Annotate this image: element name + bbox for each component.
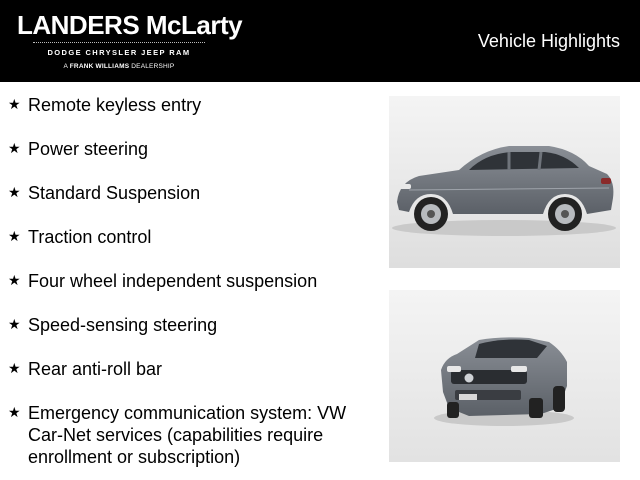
feature-text: Rear anti-roll bar (28, 359, 163, 379)
feature-item (8, 182, 368, 226)
star-icon: ★ (8, 404, 21, 420)
dealership-logo[interactable] (17, 10, 243, 72)
feature-item (8, 402, 368, 468)
page-title: Vehicle Highlights (477, 31, 620, 51)
logo-brands: DODGE CHRYSLER JEEP RAM (47, 48, 191, 57)
tagline-bold: FRANK WILLIAMS (69, 63, 130, 70)
feature-item (8, 226, 368, 270)
vehicle-photo-side[interactable] (389, 96, 620, 268)
logo-divider (33, 42, 205, 43)
feature-item (8, 314, 368, 358)
vehicle-photo-front[interactable] (389, 290, 620, 462)
logo-wordmark: LANDERS McLarty (17, 10, 243, 40)
tagline-prefix: A (63, 63, 68, 70)
star-icon: ★ (8, 272, 21, 288)
feature-text: Power steering (28, 139, 149, 159)
suv-front-illustration (389, 290, 620, 462)
feature-text: Speed-sensing steering (28, 315, 218, 335)
feature-list (8, 94, 368, 468)
feature-text: Standard Suspension (28, 183, 201, 203)
tagline-suffix: DEALERSHIP (131, 63, 175, 70)
suv-side-illustration (389, 96, 620, 268)
feature-item (8, 358, 368, 402)
star-icon: ★ (8, 96, 21, 112)
feature-item (8, 270, 368, 314)
star-icon: ★ (8, 184, 21, 200)
feature-item (8, 94, 368, 138)
header-bar (0, 0, 640, 82)
feature-text: Remote keyless entry (28, 95, 202, 115)
feature-item (8, 138, 368, 182)
feature-text: Traction control (28, 227, 152, 247)
feature-text: Emergency communication system: VW Car-Net services (capabilities require enrollment or subscription) (28, 403, 347, 467)
feature-text: Four wheel independent suspension (28, 271, 318, 291)
star-icon: ★ (8, 140, 21, 156)
star-icon: ★ (8, 360, 21, 376)
logo-tagline (17, 63, 221, 70)
star-icon: ★ (8, 316, 21, 332)
star-icon: ★ (8, 228, 21, 244)
